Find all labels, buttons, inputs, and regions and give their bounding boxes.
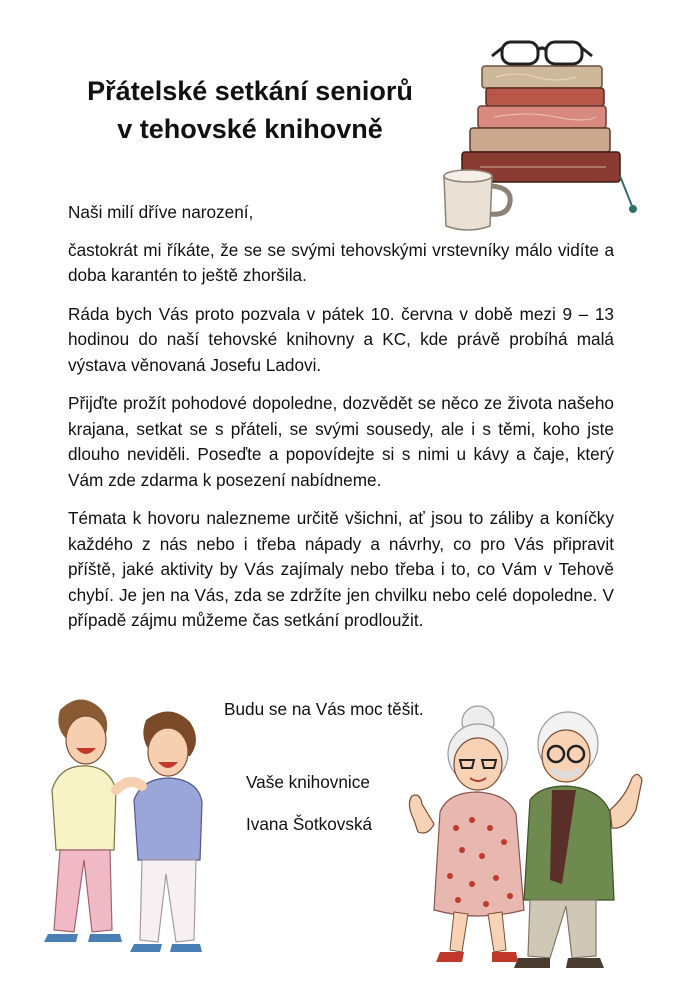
title-line-1: Přátelské setkání seniorů [87, 76, 413, 106]
grandpa [514, 712, 642, 968]
title-line-2: v tehovské knihovně [117, 114, 383, 144]
invitation-body [68, 200, 614, 647]
paragraph-4: Témata k hovoru nalezneme určitě všichni, ať jsou to záliby a koníčky každého z nás nebo i třeba nápady a návrhy, co pro Vás připravit příště, jaké aktivity by Vás zajímaly nebo třeba i to, co Vám v Tehově chybí. Je jen na Vás, zda se zdržíte jen chvilku nebo celé dopoledne. V případě zájmu můžeme čas setkání prodloužit. [68, 508, 614, 630]
book-4 [470, 128, 610, 152]
page-title [40, 72, 460, 148]
book-3 [478, 106, 606, 128]
senior-couple-illustration [400, 700, 650, 975]
book-1 [482, 66, 602, 88]
grandma [409, 706, 524, 962]
closing-line: Budu se na Vás moc těšit. [224, 699, 424, 719]
paragraph-2: Ráda bych Vás proto pozvala v pátek 10. června v době mezi 9 – 13 hodinou do naší tehovské knihovny a KC, kde právě probíhá malá výstava věnovaná Josefu Ladovi. [68, 303, 614, 375]
paragraph-3: Přijďte prožít pohodové dopoledne, dozvědět se něco ze života našeho krajana, setkat se s přáteli, se svými sousedy, ale i s těmi, koho jste dlouho neviděli. Poseďte a popovídejte si s nimi u kávy a čaje, který Vám zde zdarma k posezení nabídneme. [68, 393, 614, 490]
woman-left [44, 699, 122, 942]
greeting: Naši milí dříve narození, [68, 202, 254, 222]
signature-name: Ivana Šotkovská [246, 814, 373, 834]
book-2 [486, 88, 604, 106]
laughing-friends-illustration [30, 690, 230, 970]
glasses-icon [492, 42, 592, 64]
paragraph-1: častokrát mi říkáte, že se se svými tehovskými vrstevníky málo vidíte a doba karantén to ještě zhoršila. [68, 239, 614, 285]
signature-role: Vaše knihovnice [246, 772, 370, 792]
woman-right [116, 711, 202, 952]
